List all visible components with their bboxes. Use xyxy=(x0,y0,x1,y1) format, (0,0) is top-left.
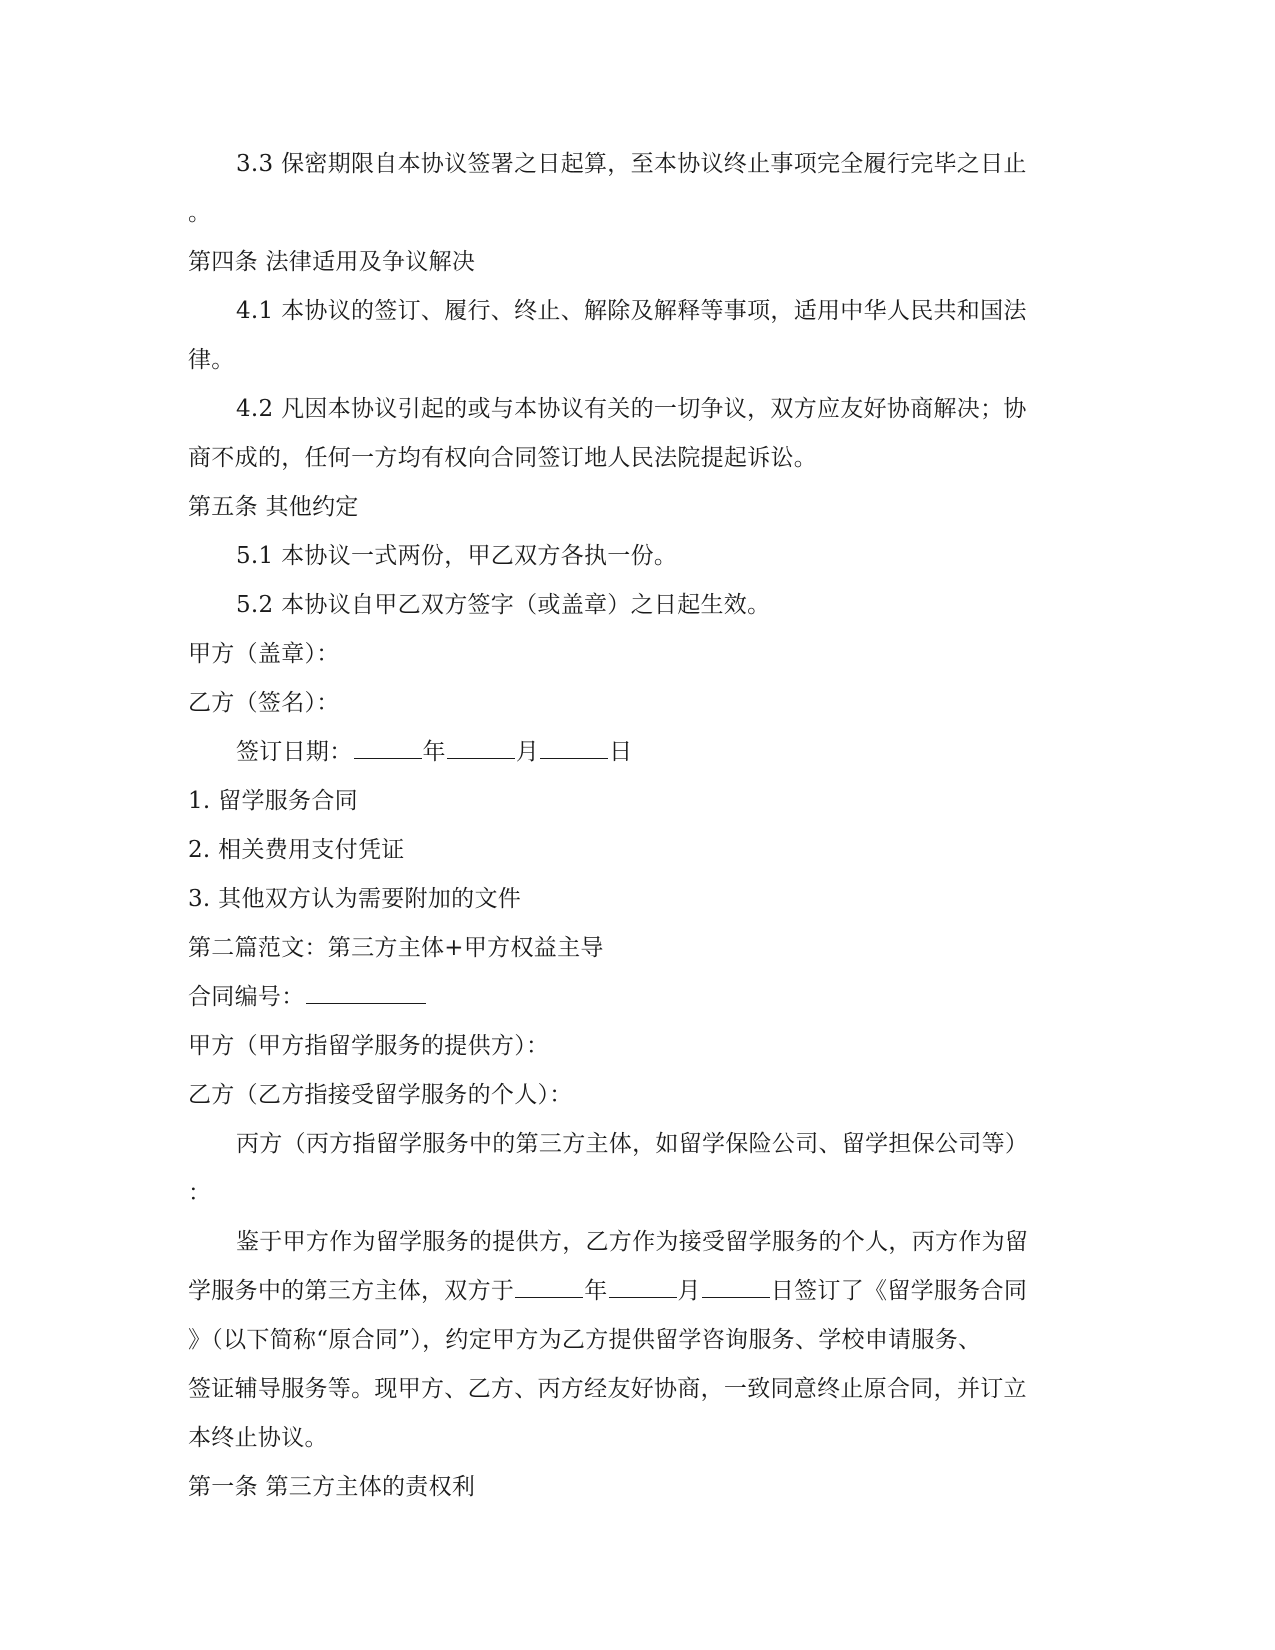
day-blank xyxy=(540,732,608,759)
day-label: 日 xyxy=(609,739,633,765)
party-a-seal-line: 甲方（盖章）： xyxy=(188,641,340,667)
clause-4-1-line-2: 律。 xyxy=(188,347,235,373)
recital-line-2-start: 学服务中的第三方主体，双方于 xyxy=(188,1278,515,1304)
recital-line-1: 鉴于甲方作为留学服务的提供方，乙方作为接受留学服务的个人，丙方作为留 xyxy=(236,1229,1029,1255)
party-b-definition: 乙方（乙方指接受留学服务的个人）： xyxy=(188,1082,573,1108)
party-a-definition: 甲方（甲方指留学服务的提供方）： xyxy=(188,1033,550,1059)
party-b-signature-line: 乙方（签名）： xyxy=(188,690,340,716)
article-5-heading: 第五条 其他约定 xyxy=(188,494,359,520)
recital-month-blank xyxy=(609,1271,677,1298)
clause-4-2-line-2: 商不成的，任何一方均有权向合同签订地人民法院提起诉讼。 xyxy=(188,445,818,471)
clause-3-3-line-1: 3.3 保密期限自本协议签署之日起算，至本协议终止事项完全履行完毕之日止 xyxy=(236,151,1027,177)
clause-3-3-line-2: 。 xyxy=(188,200,212,226)
year-label: 年 xyxy=(422,739,446,765)
recital-line-2 xyxy=(188,1267,1083,1316)
contract-number-blank xyxy=(306,977,426,1004)
clause-4-1-line-1: 4.1 本协议的签订、履行、终止、解除及解释等事项，适用中华人民共和国法 xyxy=(236,298,1027,324)
signing-date-label: 签订日期： xyxy=(236,739,353,765)
clause-5-2: 5.2 本协议自甲乙双方签字（或盖章）之日起生效。 xyxy=(236,592,771,618)
recital-year-label: 年 xyxy=(584,1278,608,1304)
article-4-heading: 第四条 法律适用及争议解决 xyxy=(188,249,476,275)
month-label: 月 xyxy=(515,739,540,765)
clause-5-1: 5.1 本协议一式两份，甲乙双方各执一份。 xyxy=(236,543,678,569)
recital-year-blank xyxy=(515,1271,583,1298)
attachment-item-2: 2. 相关费用支付凭证 xyxy=(188,837,405,863)
recital-line-5: 本终止协议。 xyxy=(188,1425,328,1451)
recital-line-3: 》（以下简称“原合同”），约定甲方为乙方提供留学咨询服务、学校申请服务、 xyxy=(188,1327,982,1353)
article-1-heading: 第一条 第三方主体的责权利 xyxy=(188,1474,476,1500)
recital-month-label: 月 xyxy=(677,1278,701,1304)
contract-number-label: 合同编号： xyxy=(188,984,305,1010)
document-body xyxy=(188,140,1083,1512)
signing-date-line xyxy=(188,728,1083,777)
recital-line-4: 签证辅导服务等。现甲方、乙方、丙方经友好协商，一致同意终止原合同，并订立 xyxy=(188,1376,1027,1402)
month-blank xyxy=(447,732,515,759)
second-template-title: 第二篇范文：第三方主体+甲方权益主导 xyxy=(188,935,604,961)
party-c-definition-line-1: 丙方（丙方指留学服务中的第三方主体，如留学保险公司、留学担保公司等） xyxy=(236,1131,1029,1157)
attachment-item-3: 3. 其他双方认为需要附加的文件 xyxy=(188,886,522,912)
contract-number-line xyxy=(188,973,1083,1022)
clause-4-2-line-1: 4.2 凡因本协议引起的或与本协议有关的一切争议，双方应友好协商解决；协 xyxy=(236,396,1027,422)
recital-line-2-end: 日签订了《留学服务合同 xyxy=(770,1278,1028,1304)
party-c-definition-line-2: ： xyxy=(188,1180,212,1206)
year-blank xyxy=(354,732,422,759)
attachment-item-1: 1. 留学服务合同 xyxy=(188,788,358,814)
recital-day-blank xyxy=(702,1271,770,1298)
